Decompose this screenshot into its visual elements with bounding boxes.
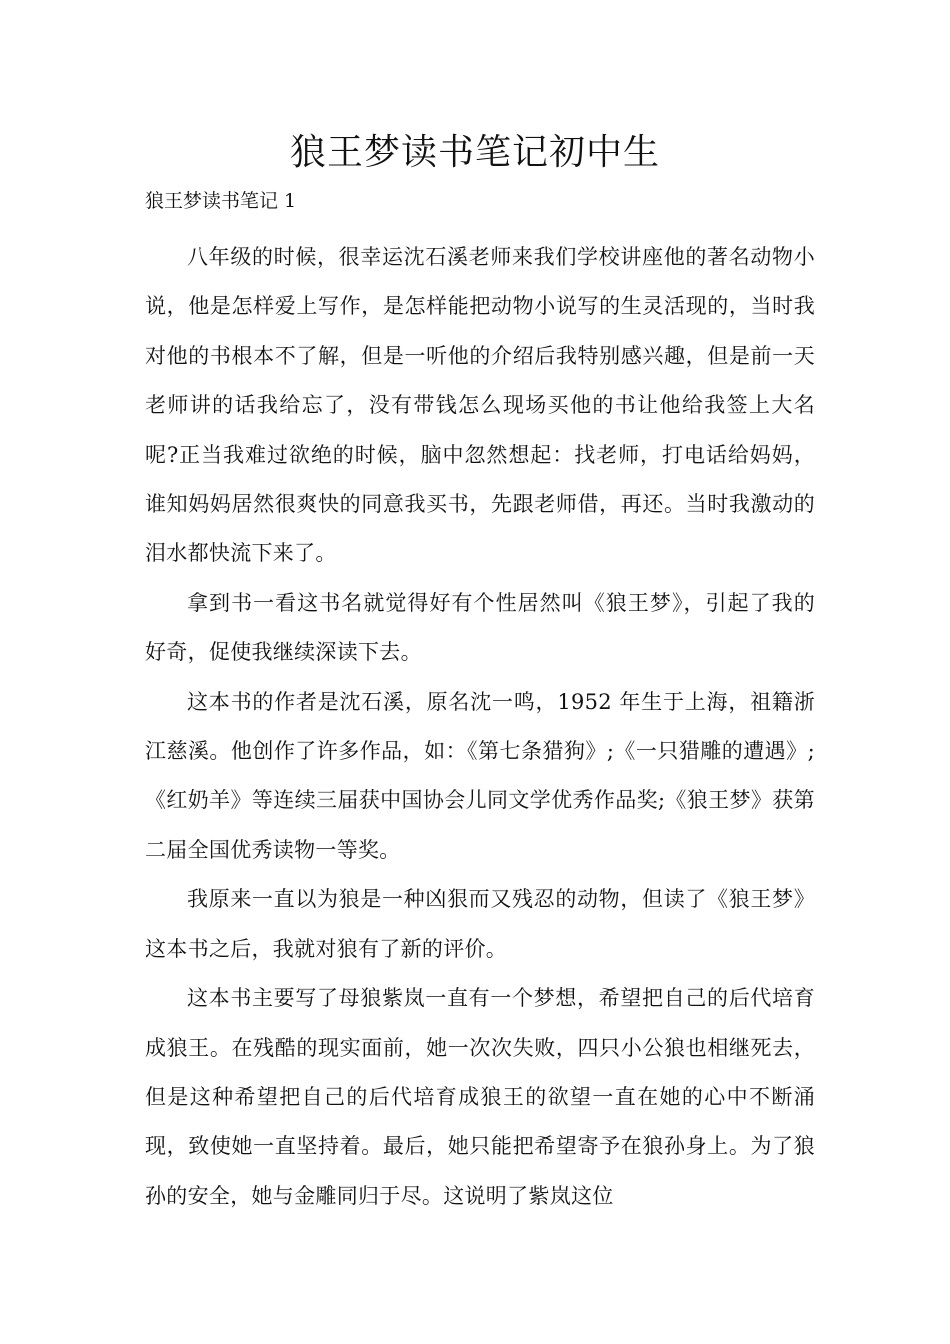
document-body (145, 233, 815, 1221)
document-subtitle: 狼王梦读书笔记 1 (145, 190, 297, 212)
paragraph-3: 这本书的作者是沈石溪，原名沈一鸣，1952 年生于上海，祖籍浙江慈溪。他创作了许多作品，如：《第七条猎狗》;《一只猎雕的遭遇》;《红奶羊》等连续三届获中国协会儿同文学优秀作品奖;《狼王梦》获第二届全国优秀读物一等奖。 (145, 689, 815, 862)
paragraph-1: 八年级的时候，很幸运沈石溪老师来我们学校讲座他的著名动物小说，他是怎样爱上写作，是怎样能把动物小说写的生灵活现的，当时我对他的书根本不了解，但是一听他的介绍后我特别感兴趣，但是前一天老师讲的话我给忘了，没有带钱怎么现场买他的书让他给我签上大名呢?正当我难过欲绝的时候，脑中忽然想起：找老师，打电话给妈妈，谁知妈妈居然很爽快的同意我买书，先跟老师借，再还。当时我激动的泪水都快流下来了。 (145, 245, 815, 566)
paragraph-2: 拿到书一看这书名就觉得好有个性居然叫《狼王梦》，引起了我的好奇，促使我继续深读下去。 (145, 590, 815, 665)
paragraph-5: 这本书主要写了母狼紫岚一直有一个梦想，希望把自己的后代培育成狼王。在残酷的现实面前，她一次次失败，四只小公狼也相继死去，但是这种希望把自己的后代培育成狼王的欲望一直在她的心中不断涌现，致使她一直坚持着。最后，她只能把希望寄予在狼孙身上。为了狼孙的安全，她与金雕同归于尽。这说明了紫岚这位 (145, 986, 815, 1208)
document-title: 狼王梦读书笔记初中生 (289, 132, 660, 173)
paragraph-4: 我原来一直以为狼是一种凶狠而又残忍的动物，但读了《狼王梦》这本书之后，我就对狼有了新的评价。 (145, 887, 815, 961)
